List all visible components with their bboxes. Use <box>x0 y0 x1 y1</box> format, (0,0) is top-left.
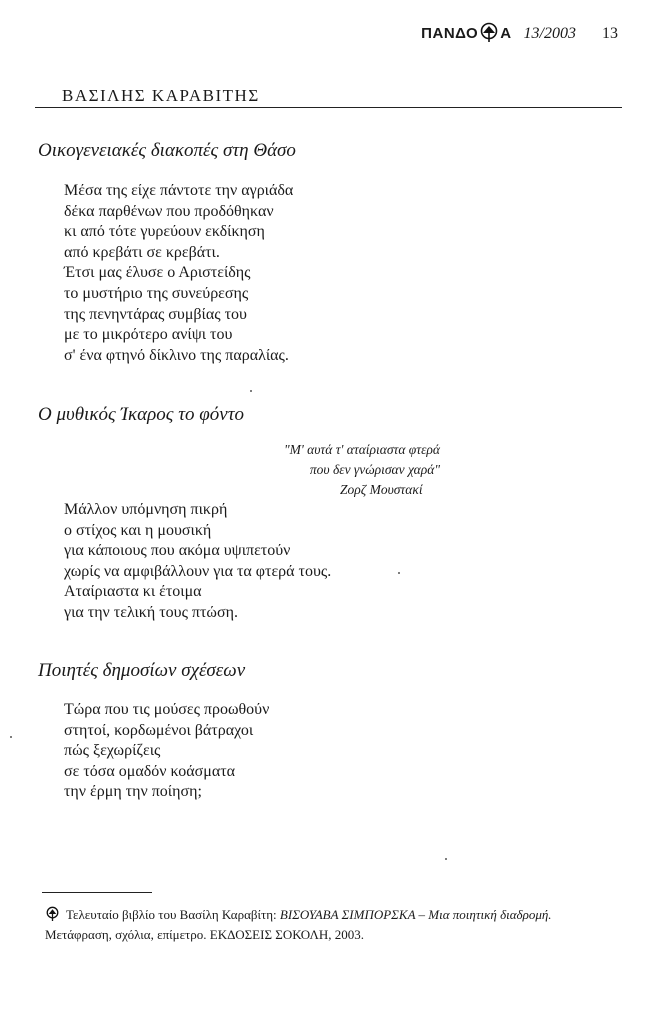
poem-line: κι από τότε γυρεύουν εκδίκηση <box>64 223 265 241</box>
page-number: 13 <box>602 25 618 42</box>
poem-line: στητοί, κορδωμένοι βάτραχοι <box>64 721 254 739</box>
poem-line: Τώρα που τις μούσες προωθούν <box>64 701 270 718</box>
running-header <box>421 18 618 43</box>
footnote <box>45 905 552 945</box>
issue-number: 13/2003 <box>523 25 576 42</box>
header-rule <box>35 107 622 108</box>
poem-line: Έτσι μας έλυσε ο Αριστείδης <box>64 264 251 282</box>
poem-line: της πενηντάρας συμβίας του <box>64 305 247 323</box>
epigraph-line-2: που δεν γνώρισαν χαρά" <box>309 462 440 477</box>
poem-line: πώς ξεχωρίζεις <box>64 742 161 760</box>
footnote-book-title: ΒΙΣΟΥΑΒΑ ΣΙΜΠΟΡΣΚΑ – Μια ποιητική διαδρομή. <box>279 907 552 922</box>
footnote-rule <box>42 892 152 893</box>
poem-line: Μάλλον υπόμνηση πικρή <box>64 501 228 518</box>
poem-line: με το μικρότερο ανίψι του <box>64 326 233 344</box>
footnote-line-1 <box>45 905 552 925</box>
poem-body-3 <box>64 700 269 803</box>
epigraph-author: Ζορζ Μουστακί <box>340 482 423 497</box>
poem-line: σ' ένα φτηνό δίκλινο της παραλίας. <box>64 346 289 364</box>
scan-speck <box>398 572 400 574</box>
poem-line: σε τόσα ομαδόν κοάσματα <box>64 762 236 780</box>
scan-speck <box>445 858 447 860</box>
poem-line: την έρμη την ποίηση; <box>64 783 202 801</box>
poem-line: ο στίχος και η μουσική <box>64 521 212 539</box>
epigraph-line-1: "Μ' αυτά τ' αταίριαστα φτερά <box>283 442 440 457</box>
poem-line: δέκα παρθένων που προδόθηκαν <box>64 202 274 220</box>
scan-speck <box>250 390 252 392</box>
pandora-logo-icon <box>479 22 499 42</box>
pandora-leaf-icon <box>45 906 60 921</box>
poem-body-1 <box>64 181 293 366</box>
poem-line: χωρίς να αμφιβάλλουν για τα φτερά τους. <box>64 562 332 580</box>
magazine-name <box>421 18 511 42</box>
author-name: ΒΑΣΙΛΗΣ ΚΑΡΑΒΙΤΗΣ <box>62 86 260 105</box>
poem-line: Αταίριαστα κι έτοιμα <box>64 583 202 601</box>
poem-line: από κρεβάτι σε κρεβάτι. <box>64 243 220 261</box>
poem-line: Μέσα της είχε πάντοτε την αγριάδα <box>64 182 294 199</box>
scan-speck <box>10 736 12 738</box>
magazine-name-right: Α <box>500 25 512 42</box>
poem-line: για κάποιους που ακόμα υψιπετούν <box>64 542 291 560</box>
magazine-name-left: ΠΑΝΔΟ <box>421 25 479 42</box>
poem-line: για την τελική τους πτώση. <box>64 603 238 621</box>
footnote-line-2: Μετάφραση, σχόλια, επίμετρο. ΕΚΔΟΣΕΙΣ ΣΟΚΟΛΗ, 2003. <box>45 927 365 942</box>
poem-body-2 <box>64 500 331 624</box>
epigraph <box>284 440 440 480</box>
footnote-prefix: Τελευταίο βιβλίο του Βασίλη Καραβίτη: <box>66 907 280 922</box>
poem-title-2: Ο μυθικός Ίκαρος το φόντο <box>38 404 245 425</box>
poem-title-1: Οικογενειακές διακοπές στη Θάσο <box>38 140 296 161</box>
poem-title-3: Ποιητές δημοσίων σχέσεων <box>38 660 246 681</box>
poem-line: το μυστήριο της συνεύρεσης <box>64 284 249 302</box>
